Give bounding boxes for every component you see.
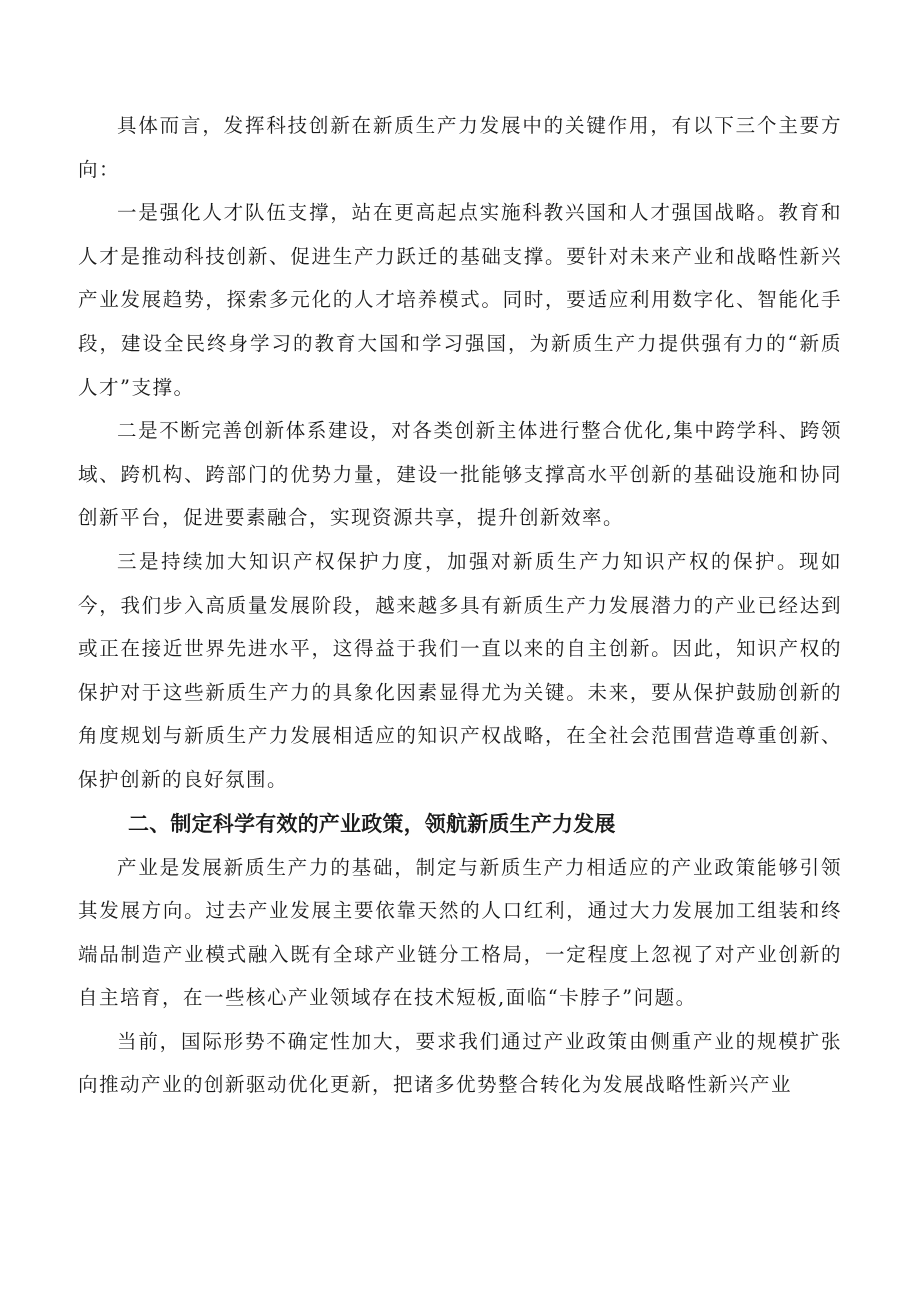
paragraph-intro: 具体而言，发挥科技创新在新质生产力发展中的关键作用，有以下三个主要方向： xyxy=(78,114,842,181)
section-heading: 二、制定科学有效的产业政策，领航新质生产力发展 xyxy=(128,811,616,836)
paragraph-current-situation: 当前，国际形势不确定性加大，要求我们通过产业政策由侧重产业的规模扩张向推动产业的创新驱动优化更新，把诸多优势整合转化为发展战略性新兴产业 xyxy=(78,1029,842,1097)
paragraph-talent: 一是强化人才队伍支撑，站在更高起点实施科教兴国和人才强国战略。教育和人才是推动科技创新、促进生产力跃迁的基础支撑。要针对未来产业和战略性新兴产业发展趋势，探索多元化的人才培养模式。同时，要适应利用数字化、智能化手段，建设全民终身学习的教育大国和学习强国，为新质生产力提供强有力的“新质人才”支撑。 xyxy=(78,201,842,399)
paragraph-ip-protection: 三是持续加大知识产权保护力度，加强对新质生产力知识产权的保护。现如今，我们步入高质量发展阶段，越来越多具有新质生产力发展潜力的产业已经达到或正在接近世界先进水平，这得益于我们一直以来的自主创新。因此，知识产权的保护对于这些新质生产力的具象化因素显得尤为关键。未来，要从保护鼓励创新的角度规划与新质生产力发展相适应的知识产权战略，在全社会范围营造尊重创新、保护创新的良好氛围。 xyxy=(78,549,842,791)
document-page xyxy=(78,104,842,1107)
paragraph-industry-basis: 产业是发展新质生产力的基础，制定与新质生产力相适应的产业政策能够引领其发展方向。过去产业发展主要依靠天然的人口红利，通过大力发展加工组装和终端品制造产业模式融入既有全球产业链分工格局，一定程度上忽视了对产业创新的自主培育，在一些核心产业领域存在技术短板,面临“卡脖子”问题。 xyxy=(78,855,842,1010)
paragraph-innovation-system: 二是不断完善创新体系建设，对各类创新主体进行整合优化,集中跨学科、跨领域、跨机构、跨部门的优势力量，建设一批能够支撑高水平创新的基础设施和协同创新平台，促进要素融合，实现资源共享，提升创新效率。 xyxy=(78,419,842,530)
